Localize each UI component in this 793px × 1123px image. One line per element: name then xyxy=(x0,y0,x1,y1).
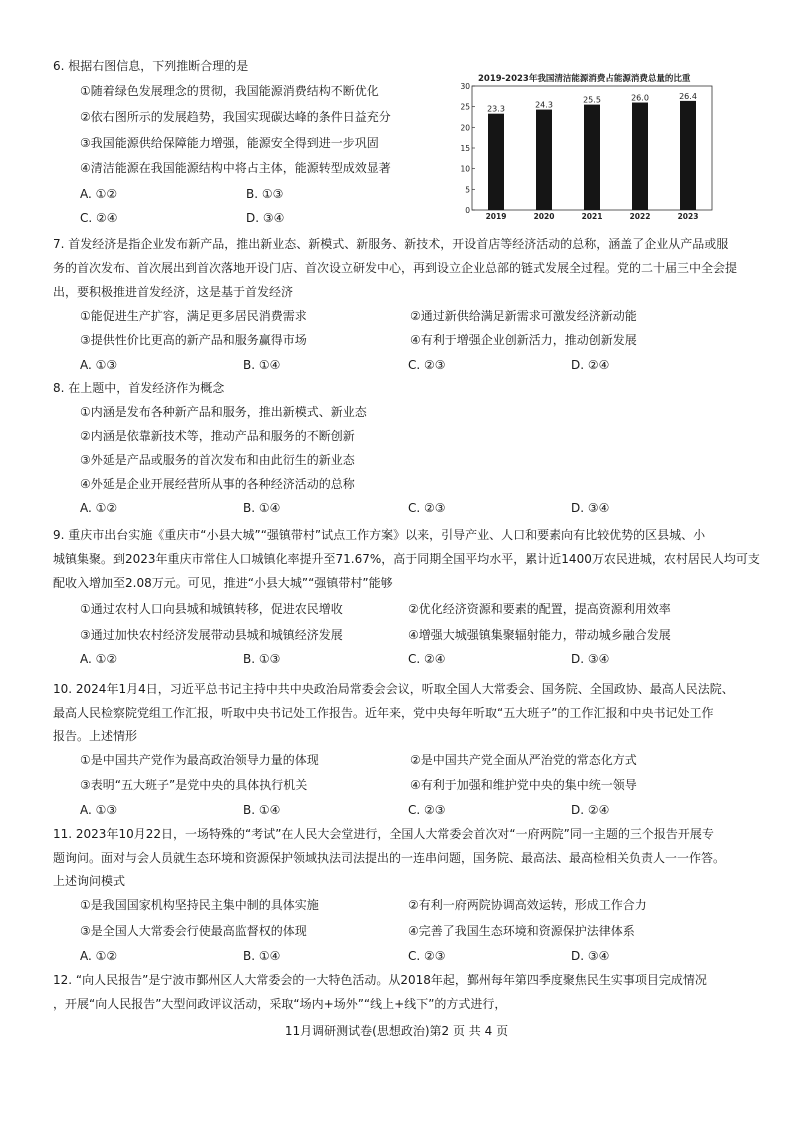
q11-option-c[interactable]: C. ②③ xyxy=(408,949,446,963)
q9-stem-line-3: 配收入增加至2.08万元。可见，推进“小县大城”“强镇带村”能够 xyxy=(53,576,393,590)
q10-option-b[interactable]: B. ①④ xyxy=(243,803,281,817)
q9-option-b[interactable]: B. ①③ xyxy=(243,652,281,666)
q6-item-1: ①随着绿色发展理念的贯彻，我国能源消费结构不断优化 xyxy=(80,84,379,98)
chart-y-tick-label: 0 xyxy=(465,206,470,215)
chart-y-tick-label: 10 xyxy=(460,164,470,174)
chart-bars xyxy=(487,92,697,210)
chart-y-tick-label: 25 xyxy=(460,102,470,112)
q8-option-c[interactable]: C. ②③ xyxy=(408,501,446,515)
chart-x-tick-label-2022: 2022 xyxy=(629,212,651,220)
q10-stem-line-1: 10. 2024年1月4日，习近平总书记主持中共中央政治局常委会会议，听取全国人大常委会、国务院、全国政协、最高人民法院、 xyxy=(53,682,734,696)
q6-option-c[interactable]: C. ②④ xyxy=(80,211,118,225)
q9-item-4: ④增强大城强镇集聚辐射能力，带动城乡融合发展 xyxy=(408,628,671,642)
q12-stem-line-2: ，开展“向人民报告”大型问政评议活动，采取“场内+场外”“线上+线下”的方式进行， xyxy=(53,997,507,1011)
q8-option-d[interactable]: D. ③④ xyxy=(571,501,610,515)
q11-option-b[interactable]: B. ①④ xyxy=(243,949,281,963)
q6-option-d[interactable]: D. ③④ xyxy=(246,211,285,225)
q10-item-4: ④有利于加强和维护党中央的集中统一领导 xyxy=(410,778,637,792)
chart-bar-2019 xyxy=(488,114,504,210)
q6-item-4: ④清洁能源在我国能源结构中将占主体，能源转型成效显著 xyxy=(80,161,391,175)
chart-y-tick-label: 5 xyxy=(465,185,470,195)
q6-stem: 6. 根据右图信息，下列推断合理的是 xyxy=(53,59,249,73)
chart-bar-2023 xyxy=(680,101,696,210)
q11-item-3: ③是全国人大常委会行使最高监督权的体现 xyxy=(80,924,307,938)
chart-title: 2019-2023年我国清洁能源消费占能源消费总量的比重 xyxy=(478,74,691,84)
q10-item-1: ①是中国共产党作为最高政治领导力量的体现 xyxy=(80,753,319,767)
q10-item-3: ③表明“五大班子”是党中央的具体执行机关 xyxy=(80,778,308,792)
q6-item-3: ③我国能源供给保障能力增强，能源安全得到进一步巩固 xyxy=(80,136,379,150)
q6-option-b[interactable]: B. ①③ xyxy=(246,187,284,201)
q10-stem-line-2: 最高人民检察院党组工作汇报，听取中央书记处工作报告。近年来，党中央每年听取“五大班子”的工作汇报和中央书记处工作 xyxy=(53,706,714,720)
q10-item-2: ②是中国共产党全面从严治党的常态化方式 xyxy=(410,753,637,767)
q7-stem-line-2: 务的首次发布、首次展出到首次落地开设门店、首次设立研发中心，再到设立企业总部的链式发展全过程。党的二十届三中全会提 xyxy=(53,261,738,275)
q8-stem: 8. 在上题中，首发经济作为概念 xyxy=(53,381,225,395)
q11-stem-line-1: 11. 2023年10月22日，一场特殊的“考试”在人民大会堂进行，全国人大常委会首次对“一府两院”同一主题的三个报告开展专 xyxy=(53,827,714,841)
chart-x-tick-label-2019: 2019 xyxy=(485,212,507,220)
q9-option-c[interactable]: C. ②④ xyxy=(408,652,446,666)
q6-option-a[interactable]: A. ①② xyxy=(80,187,118,201)
q9-item-1: ①通过农村人口向县城和城镇转移，促进农民增收 xyxy=(80,602,343,616)
chart-y-axis xyxy=(460,82,475,215)
chart-y-tick-label: 15 xyxy=(460,144,470,153)
chart-bar-2022 xyxy=(632,103,648,210)
q9-item-3: ③通过加快农村经济发展带动县城和城镇经济发展 xyxy=(80,628,343,642)
q7-stem-line-3: 出，要积极推进首发经济，这是基于首发经济 xyxy=(53,285,294,299)
q7-option-a[interactable]: A. ①③ xyxy=(80,358,118,372)
chart-svg xyxy=(458,70,716,220)
q11-stem-line-2: 题询问。面对与会人员就生态环境和资源保护领域执法司法提出的一连串问题，国务院、最高法、最高检相关负责人一一作答。 xyxy=(53,851,726,865)
q9-option-d[interactable]: D. ③④ xyxy=(571,652,610,666)
q10-option-a[interactable]: A. ①③ xyxy=(80,803,118,817)
q11-stem-line-3: 上述询问模式 xyxy=(53,874,126,888)
q11-item-2: ②有利一府两院协调高效运转，形成工作合力 xyxy=(408,898,647,912)
q8-option-b[interactable]: B. ①④ xyxy=(243,501,281,515)
q6-chart xyxy=(458,70,716,220)
q11-option-d[interactable]: D. ③④ xyxy=(571,949,610,963)
q7-option-c[interactable]: C. ②③ xyxy=(408,358,446,372)
chart-value-label-2022: 26.0 xyxy=(631,93,649,103)
chart-x-axis xyxy=(486,212,699,220)
q9-item-2: ②优化经济资源和要素的配置，提高资源利用效率 xyxy=(408,602,671,616)
q8-item-3: ③外延是产品或服务的首次发布和由此衍生的新业态 xyxy=(80,453,355,467)
q9-option-a[interactable]: A. ①② xyxy=(80,652,118,666)
q11-option-a[interactable]: A. ①② xyxy=(80,949,118,963)
chart-bar-2020 xyxy=(536,110,552,210)
q8-item-1: ①内涵是发布各种新产品和服务，推出新模式、新业态 xyxy=(80,405,367,419)
q7-item-3: ③提供性价比更高的新产品和服务赢得市场 xyxy=(80,333,307,347)
chart-value-label-2023: 26.4 xyxy=(679,91,697,101)
q7-stem-line-1: 7. 首发经济是指企业发布新产品，推出新业态、新模式、新服务、新技术，开设首店等经济活动的总称，涵盖了企业从产品或服 xyxy=(53,237,729,251)
chart-bar-2021 xyxy=(584,105,600,210)
q7-item-4: ④有利于增强企业创新活力，推动创新发展 xyxy=(410,333,637,347)
q10-option-d[interactable]: D. ②④ xyxy=(571,803,610,817)
q9-stem-line-1: 9. 重庆市出台实施《重庆市“小县大城”“强镇带村”试点工作方案》以来，引导产业、人口和要素向有比较优势的区县城、小 xyxy=(53,528,706,542)
q10-stem-line-3: 报告。上述情形 xyxy=(53,729,138,743)
q8-item-2: ②内涵是依靠新技术等，推动产品和服务的不断创新 xyxy=(80,429,355,443)
q12-stem-line-1: 12. “向人民报告”是宁波市鄞州区人大常委会的一大特色活动。从2018年起，鄞州每年第四季度聚焦民生实事项目完成情况 xyxy=(53,973,707,987)
q11-item-1: ①是我国国家机构坚持民主集中制的具体实施 xyxy=(80,898,319,912)
q8-option-a[interactable]: A. ①② xyxy=(80,501,118,515)
q7-option-d[interactable]: D. ②④ xyxy=(571,358,610,372)
chart-value-label-2019: 23.3 xyxy=(487,104,505,114)
chart-x-tick-label-2020: 2020 xyxy=(533,212,555,220)
chart-x-tick-label-2023: 2023 xyxy=(677,212,699,220)
q8-item-4: ④外延是企业开展经营所从事的各种经济活动的总称 xyxy=(80,477,355,491)
page-footer: 11月调研测试卷(思想政治)第2 页 共 4 页 xyxy=(284,1024,509,1038)
q7-item-1: ①能促进生产扩容，满足更多居民消费需求 xyxy=(80,309,307,323)
chart-value-label-2020: 24.3 xyxy=(535,100,553,110)
chart-x-tick-label-2021: 2021 xyxy=(581,212,603,220)
chart-value-label-2021: 25.5 xyxy=(583,95,601,105)
q6-item-2: ②依右图所示的发展趋势，我国实现碳达峰的条件日益充分 xyxy=(80,110,391,124)
q7-option-b[interactable]: B. ①④ xyxy=(243,358,281,372)
q9-stem-line-2: 城镇集聚。到2023年重庆市常住人口城镇化率提升至71.67%，高于同期全国平均水平，累计近1400万农民进城，农村居民人均可支 xyxy=(53,552,760,566)
chart-y-tick-label: 30 xyxy=(460,82,470,91)
chart-y-tick-label: 20 xyxy=(460,123,470,133)
q11-item-4: ④完善了我国生态环境和资源保护法律体系 xyxy=(408,924,635,938)
q7-item-2: ②通过新供给满足新需求可激发经济新动能 xyxy=(410,309,637,323)
q10-option-c[interactable]: C. ②③ xyxy=(408,803,446,817)
